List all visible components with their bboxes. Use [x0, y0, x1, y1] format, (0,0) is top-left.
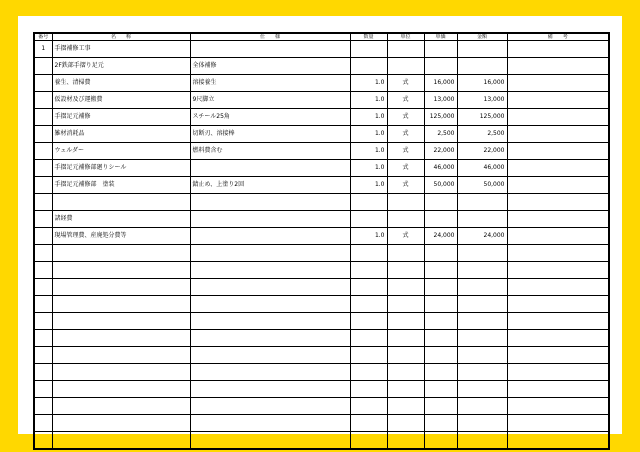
cell-spec: 9尺脚立: [190, 92, 350, 109]
table-row: [34, 41, 609, 58]
cell-price: 16,000: [424, 75, 457, 92]
cell-spec: スチール25角: [190, 109, 350, 126]
cell-qty: [350, 262, 387, 279]
cell-no: [34, 398, 52, 415]
cell-price: 24,000: [424, 228, 457, 245]
cell-qty: 1.0: [350, 143, 387, 160]
cell-price: 125,000: [424, 109, 457, 126]
cell-note: [507, 432, 609, 450]
cell-no: [34, 296, 52, 313]
cell-unit: [387, 262, 424, 279]
cell-spec: [190, 381, 350, 398]
cell-qty: [350, 398, 387, 415]
cell-price: [424, 194, 457, 211]
cell-no: [34, 194, 52, 211]
cell-unit: 式: [387, 109, 424, 126]
cell-name: [52, 262, 190, 279]
cell-amount: [457, 194, 507, 211]
table-row: [34, 109, 609, 126]
cell-qty: [350, 432, 387, 450]
cell-name: [52, 313, 190, 330]
cell-spec: [190, 279, 350, 296]
cell-qty: 1.0: [350, 177, 387, 194]
table-row: [34, 177, 609, 194]
cell-unit: [387, 296, 424, 313]
cell-name: 雑材消耗品: [52, 126, 190, 143]
cell-spec: 溶接養生: [190, 75, 350, 92]
table-row: [34, 364, 609, 381]
table-row: [34, 398, 609, 415]
table-row: [34, 330, 609, 347]
cell-amount: [457, 415, 507, 432]
cell-no: [34, 364, 52, 381]
cell-amount: [457, 279, 507, 296]
cell-unit: [387, 364, 424, 381]
cell-note: [507, 364, 609, 381]
cell-unit: 式: [387, 75, 424, 92]
cell-name: ウェルダー: [52, 143, 190, 160]
cell-unit: 式: [387, 228, 424, 245]
cell-note: [507, 194, 609, 211]
cell-note: [507, 262, 609, 279]
cell-name: 手摺足元補修部廻りシール: [52, 160, 190, 177]
cell-amount: [457, 364, 507, 381]
cell-amount: [457, 381, 507, 398]
cell-amount: 24,000: [457, 228, 507, 245]
cell-amount: 125,000: [457, 109, 507, 126]
cell-qty: 1.0: [350, 109, 387, 126]
cell-unit: 式: [387, 126, 424, 143]
cell-qty: [350, 347, 387, 364]
cell-amount: [457, 398, 507, 415]
cell-unit: 式: [387, 143, 424, 160]
cell-price: [424, 347, 457, 364]
cell-note: [507, 41, 609, 58]
table-row: [34, 245, 609, 262]
cell-spec: [190, 41, 350, 58]
cell-name: [52, 296, 190, 313]
cell-amount: [457, 41, 507, 58]
cell-price: 46,000: [424, 160, 457, 177]
table-row: [34, 296, 609, 313]
cell-note: [507, 75, 609, 92]
cell-amount: 16,000: [457, 75, 507, 92]
cell-note: [507, 415, 609, 432]
cell-amount: [457, 296, 507, 313]
cell-unit: [387, 432, 424, 450]
cell-name: [52, 330, 190, 347]
table-row: [34, 75, 609, 92]
cell-name: 仮設材及び運搬費: [52, 92, 190, 109]
cell-note: [507, 92, 609, 109]
cell-no: 1: [34, 41, 52, 58]
header-amount: 金額: [457, 33, 507, 41]
header-no: 番号: [34, 33, 52, 41]
cell-note: [507, 330, 609, 347]
table-row: [34, 347, 609, 364]
cell-note: [507, 296, 609, 313]
table-row: [34, 279, 609, 296]
cell-price: [424, 313, 457, 330]
cell-name: 諸経費: [52, 211, 190, 228]
cell-name: [52, 279, 190, 296]
cell-amount: [457, 245, 507, 262]
table-row: [34, 381, 609, 398]
cell-price: [424, 58, 457, 75]
cell-no: [34, 279, 52, 296]
cell-no: [34, 245, 52, 262]
cell-name: [52, 398, 190, 415]
cell-note: [507, 279, 609, 296]
cell-amount: [457, 330, 507, 347]
cell-no: [34, 58, 52, 75]
cell-qty: 1.0: [350, 160, 387, 177]
cell-no: [34, 211, 52, 228]
cell-qty: [350, 245, 387, 262]
cell-note: [507, 160, 609, 177]
cell-spec: 切断刃、溶接棒: [190, 126, 350, 143]
cell-note: [507, 58, 609, 75]
cell-no: [34, 228, 52, 245]
cell-amount: 13,000: [457, 92, 507, 109]
cell-name: [52, 432, 190, 450]
cell-spec: [190, 194, 350, 211]
cell-qty: [350, 41, 387, 58]
cell-no: [34, 432, 52, 450]
table-row: [34, 432, 609, 450]
cell-unit: [387, 381, 424, 398]
cell-unit: [387, 245, 424, 262]
cell-unit: [387, 58, 424, 75]
table-row: [34, 160, 609, 177]
cell-name: 養生、清掃費: [52, 75, 190, 92]
cell-spec: [190, 262, 350, 279]
cell-unit: 式: [387, 160, 424, 177]
cell-spec: 錆止め、上塗り2回: [190, 177, 350, 194]
cell-name: [52, 381, 190, 398]
cell-no: [34, 126, 52, 143]
cell-no: [34, 177, 52, 194]
cell-qty: 1.0: [350, 126, 387, 143]
cell-qty: [350, 364, 387, 381]
cell-amount: 22,000: [457, 143, 507, 160]
header-price: 単価: [424, 33, 457, 41]
cell-unit: [387, 313, 424, 330]
cell-no: [34, 347, 52, 364]
cell-note: [507, 381, 609, 398]
cell-price: 2,500: [424, 126, 457, 143]
cell-qty: 1.0: [350, 228, 387, 245]
cell-qty: 1.0: [350, 92, 387, 109]
cell-no: [34, 313, 52, 330]
cell-price: 50,000: [424, 177, 457, 194]
cell-price: [424, 364, 457, 381]
cell-spec: [190, 398, 350, 415]
cell-price: [424, 415, 457, 432]
cell-amount: 46,000: [457, 160, 507, 177]
cell-spec: [190, 211, 350, 228]
cell-spec: [190, 296, 350, 313]
cell-note: [507, 245, 609, 262]
cell-spec: 燃料費含む: [190, 143, 350, 160]
estimate-sheet: [18, 16, 622, 434]
cell-no: [34, 330, 52, 347]
cell-amount: [457, 262, 507, 279]
header-row: [34, 33, 609, 41]
cell-name: [52, 347, 190, 364]
cell-name: [52, 245, 190, 262]
header-spec: 仕 様: [190, 33, 350, 41]
cell-unit: [387, 347, 424, 364]
cell-price: [424, 432, 457, 450]
table-body: [34, 41, 609, 450]
header-qty: 数量: [350, 33, 387, 41]
cell-name: 現場管理費、産廃処分費等: [52, 228, 190, 245]
cell-unit: [387, 330, 424, 347]
cell-spec: [190, 364, 350, 381]
cell-note: [507, 109, 609, 126]
cell-no: [34, 109, 52, 126]
cell-amount: [457, 347, 507, 364]
cell-amount: [457, 313, 507, 330]
cell-price: 13,000: [424, 92, 457, 109]
cell-no: [34, 262, 52, 279]
cell-note: [507, 313, 609, 330]
cell-unit: [387, 279, 424, 296]
cell-price: [424, 330, 457, 347]
cell-spec: [190, 313, 350, 330]
cell-spec: [190, 245, 350, 262]
cell-name: 2F鉄部手摺り足元: [52, 58, 190, 75]
cell-note: [507, 211, 609, 228]
cell-name: [52, 194, 190, 211]
cell-price: [424, 398, 457, 415]
table-row: [34, 143, 609, 160]
table-row: [34, 58, 609, 75]
table-row: [34, 228, 609, 245]
cell-price: [424, 381, 457, 398]
cell-price: 22,000: [424, 143, 457, 160]
cell-name: [52, 364, 190, 381]
cell-spec: [190, 347, 350, 364]
cell-qty: [350, 194, 387, 211]
cell-amount: 50,000: [457, 177, 507, 194]
table-row: [34, 262, 609, 279]
cell-qty: 1.0: [350, 75, 387, 92]
cell-qty: [350, 415, 387, 432]
table-row: [34, 211, 609, 228]
estimate-table: [33, 32, 610, 450]
cell-price: [424, 279, 457, 296]
cell-no: [34, 143, 52, 160]
cell-spec: [190, 228, 350, 245]
cell-amount: [457, 432, 507, 450]
header-unit: 単位: [387, 33, 424, 41]
cell-qty: [350, 211, 387, 228]
cell-name: 手摺補修工事: [52, 41, 190, 58]
header-name: 名 称: [52, 33, 190, 41]
cell-spec: [190, 415, 350, 432]
cell-qty: [350, 296, 387, 313]
cell-unit: 式: [387, 92, 424, 109]
cell-unit: [387, 41, 424, 58]
cell-unit: [387, 415, 424, 432]
cell-price: [424, 245, 457, 262]
cell-spec: [190, 330, 350, 347]
cell-price: [424, 262, 457, 279]
cell-qty: [350, 58, 387, 75]
cell-amount: [457, 211, 507, 228]
table-row: [34, 126, 609, 143]
cell-qty: [350, 313, 387, 330]
cell-no: [34, 92, 52, 109]
cell-note: [507, 347, 609, 364]
cell-note: [507, 398, 609, 415]
cell-note: [507, 177, 609, 194]
cell-name: 手摺足元補修部 塗装: [52, 177, 190, 194]
cell-unit: [387, 398, 424, 415]
table-row: [34, 194, 609, 211]
cell-amount: [457, 58, 507, 75]
cell-no: [34, 75, 52, 92]
header-note: 備 考: [507, 33, 609, 41]
cell-no: [34, 381, 52, 398]
cell-qty: [350, 279, 387, 296]
cell-unit: 式: [387, 177, 424, 194]
cell-note: [507, 126, 609, 143]
cell-price: [424, 296, 457, 313]
table-row: [34, 415, 609, 432]
cell-price: [424, 41, 457, 58]
cell-note: [507, 143, 609, 160]
cell-price: [424, 211, 457, 228]
cell-spec: [190, 432, 350, 450]
cell-qty: [350, 330, 387, 347]
cell-name: 手摺足元補修: [52, 109, 190, 126]
cell-name: [52, 415, 190, 432]
cell-spec: [190, 160, 350, 177]
cell-qty: [350, 381, 387, 398]
cell-unit: [387, 211, 424, 228]
cell-no: [34, 160, 52, 177]
cell-note: [507, 228, 609, 245]
cell-amount: 2,500: [457, 126, 507, 143]
cell-unit: [387, 194, 424, 211]
cell-spec: 全体補修: [190, 58, 350, 75]
cell-no: [34, 415, 52, 432]
table-row: [34, 313, 609, 330]
table-row: [34, 92, 609, 109]
